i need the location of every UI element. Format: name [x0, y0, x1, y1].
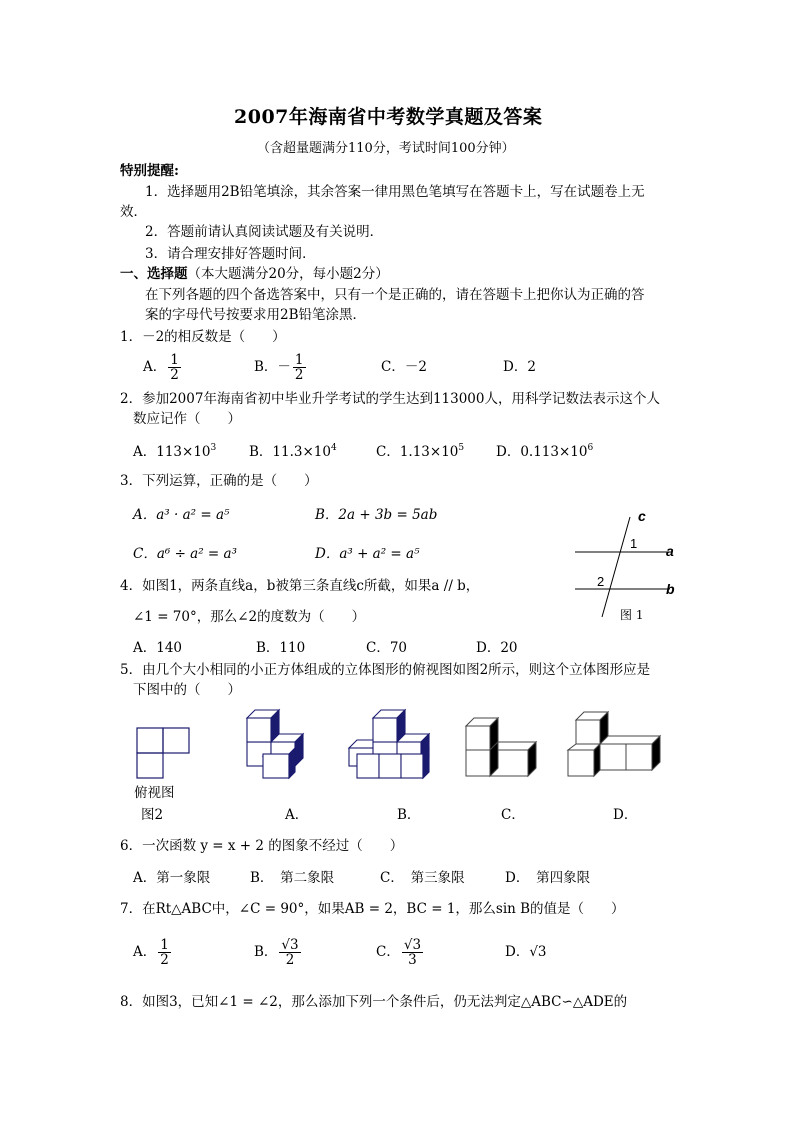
q7-a-fraction: $\frac{1}{2}$ — [160, 937, 169, 968]
q2-option-b: B．$11.3\times 10^4$ — [249, 443, 337, 460]
line-c — [602, 517, 630, 617]
q6-option-b: B． 第二象限 — [250, 870, 335, 886]
q2-option-c: C．$1.13\times 10^5$ — [376, 443, 465, 460]
q3-option-c: C．a⁶ ÷ a² = a³ — [133, 546, 237, 562]
q5-stem-2: 下图中的（ ） — [133, 682, 241, 698]
notice-item-1: 1．选择题用2B铅笔填涂，其余答案一律用黑色笔填写在答题卡上，写在试题卷上无 — [145, 184, 645, 200]
fig1-angle-1: 1 — [630, 536, 638, 551]
fig1-angle-2: 2 — [597, 574, 605, 589]
q5-option-a: A． — [285, 807, 309, 823]
q2-stem-2: 数应记作（ ） — [133, 411, 241, 427]
q6-option-a: A．第一象限 — [133, 870, 211, 886]
fig2-caption: 图2 — [141, 807, 164, 823]
section1-intro-2: 案的字母代号按要求用2B铅笔涂黑． — [145, 307, 367, 323]
q6-option-d: D． 第四象限 — [505, 870, 591, 886]
q2-option-a: A．$113\times 10^3$ — [133, 443, 217, 460]
q4-option-b: B．110 — [256, 640, 306, 656]
q1-stem: 1．－2的相反数是（ ） — [120, 329, 286, 345]
section1-heading: 一、选择题 — [120, 266, 188, 282]
notice-item-2: 2．答题前请认真阅读试题及有关说明． — [145, 224, 384, 240]
q3-option-a: A．a³ · a² = a⁵ — [133, 507, 230, 523]
q1-a-fraction: $\frac{1}{2}$ — [170, 352, 179, 383]
section1-note: （本大题满分20分，每小题2分） — [187, 266, 389, 282]
q5-option-c: C． — [501, 807, 525, 823]
fig1-label-c: c — [638, 508, 646, 524]
q4-option-c: C．70 — [366, 640, 408, 656]
notice-item-1-cont: 效． — [120, 204, 147, 220]
fig1-label-b: b — [666, 581, 675, 597]
top-view-label: 俯视图 — [134, 785, 175, 801]
q1-option-b: B．－ $\frac{1}{2}$ — [254, 352, 304, 383]
q7-c-fraction: $\frac{√3}{3}$ — [403, 937, 422, 968]
q5-option-b: B． — [397, 807, 421, 823]
top-view-figure — [136, 727, 192, 779]
q7-stem: 7．在Rt△ABC中，∠C = 90°，如果AB = 2，BC = 1，那么sin B的值是（ ） — [120, 901, 625, 917]
q3-option-d: D．a³ + a² = a⁵ — [315, 546, 420, 562]
q3-option-b: B．2a + 3b = 5ab — [315, 507, 438, 523]
q7-option-b: B． $\frac{√3}{2}$ — [254, 937, 299, 968]
q1-option-c: C．－2 — [381, 359, 427, 375]
q2-stem-1: 2．参加2007年海南省初中毕业升学考试的学生达到113000人，用科学记数法表示这个人 — [120, 391, 660, 407]
q6-option-c: C． 第三象限 — [380, 870, 465, 886]
q5-stem-1: 5．由几个大小相同的小正方体组成的立体图形的俯视图如图2所示，则这个立体图形应是 — [120, 662, 651, 678]
q7-option-c: C． $\frac{√3}{3}$ — [376, 937, 422, 968]
notice-heading: 特别提醒: — [120, 163, 179, 179]
section1-header — [120, 265, 389, 283]
q1-option-d: D．2 — [503, 359, 536, 375]
cubes-option-c — [464, 716, 542, 780]
q3-stem: 3．下列运算，正确的是（ ） — [120, 473, 318, 489]
q8-stem: 8．如图3，已知∠1 = ∠2，那么添加下列一个条件后，仍无法判定△ABC∽△ADE的 — [120, 994, 628, 1010]
fig1-caption: 图 1 — [620, 608, 644, 622]
q4-option-a: A．140 — [133, 640, 183, 656]
cubes-option-a — [245, 708, 309, 780]
cubes-option-b — [347, 708, 433, 780]
q5-option-d: D． — [613, 807, 638, 823]
q7-b-fraction: $\frac{√3}{2}$ — [281, 937, 299, 968]
q4-stem-2: ∠1 = 70°，那么∠2的度数为（ ） — [133, 609, 366, 625]
fig1-label-a: a — [666, 543, 674, 559]
notice-item-3: 3．请合理安排好答题时间． — [145, 246, 316, 262]
q6-stem: 6．一次函数 y = x + 2 的图象不经过（ ） — [120, 838, 404, 854]
page-title: 2007年海南省中考数学真题及答案 — [234, 106, 543, 128]
section1-intro-1: 在下列各题的四个备选答案中，只有一个是正确的，请在答题卡上把你认为正确的答 — [145, 287, 645, 303]
q2-option-d: D．$0.113\times 10^6$ — [496, 443, 594, 460]
q4-option-d: D．20 — [476, 640, 518, 656]
q7-option-d: D．√3 — [505, 944, 547, 960]
q1-option-a: A． $\frac{1}{2}$ — [143, 352, 179, 383]
cubes-option-d — [566, 710, 664, 780]
page-subtitle: （含超量题满分110分，考试时间100分钟） — [257, 141, 515, 156]
q7-option-a: A． $\frac{1}{2}$ — [133, 937, 169, 968]
q1-b-fraction: $\frac{1}{2}$ — [294, 352, 304, 383]
q4-stem-1: 4．如图1，两条直线a，b被第三条直线c所截，如果a // b， — [120, 578, 480, 594]
